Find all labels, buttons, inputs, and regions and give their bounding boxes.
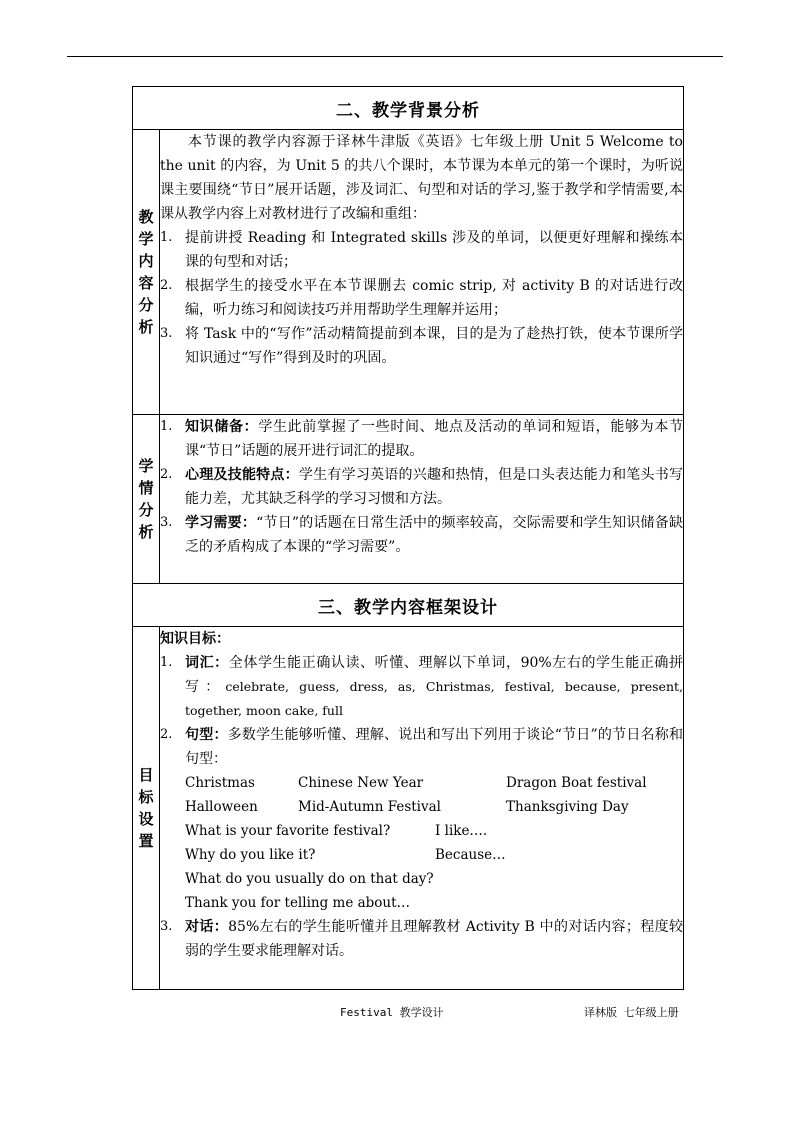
objectives-row bbox=[133, 627, 684, 990]
festival-row: Halloween Mid-Autumn Festival Thanksgiving Day bbox=[185, 799, 629, 815]
objectives-body bbox=[160, 627, 684, 990]
section-header-background: 二、教学背景分析 bbox=[133, 87, 684, 130]
lesson-plan-table bbox=[132, 86, 684, 990]
pattern-row: What do you usually do on that day? bbox=[185, 871, 434, 887]
vocab-words: celebrate, guess, dress, as, Christmas, festival, because, present, together, moon cake, full bbox=[185, 679, 684, 718]
festival-row: Christmas Chinese New Year Dragon Boat festival bbox=[185, 775, 647, 791]
section-header-framework: 三、教学内容框架设计 bbox=[133, 584, 684, 627]
background-header-row bbox=[133, 87, 684, 130]
content-intro: 本节课的教学内容源于译林牛津版《英语》七年级上册 Unit 5 Welcome to the unit 的内容，为 Unit 5 的共八个课时，本节课为本单元的第一个课时，为听说课主要围绕“节日”展开话题，涉及词汇、句型和对话的学习,鉴于教学和学情需要,本课从教学内容上对教材进行了改编和重组： bbox=[160, 134, 683, 222]
content-analysis-body bbox=[160, 130, 684, 415]
sentence-patterns bbox=[185, 819, 683, 915]
knowledge-title: 知识目标： bbox=[160, 631, 230, 647]
list-item: 2. 句型：多数学生能够听懂、理解、说出和写出下列用于谈论“节日”的节日名称和句型： Christmas Chinese New Year Dragon Boat festival Halloween Mid-Autumn Festival Thanksgiving Day What is your favorite festival? I like…. Why do you like it? Because… What do you usually do on that day? Thank you for telling me about… bbox=[160, 723, 683, 915]
list-item: 1. 提前讲授 Reading 和 Integrated skills 涉及的单词，以便更好理解和操练本课的句型和对话； bbox=[160, 230, 683, 270]
header-rule bbox=[67, 56, 723, 57]
list-item: 2. 心理及技能特点：学生有学习英语的兴趣和热情，但是口头表达能力和笔头书写能力差，尤其缺乏科学的学习习惯和方法。 bbox=[160, 467, 684, 507]
learner-analysis-label: 学 情 分 析 bbox=[133, 415, 160, 584]
pattern-row: Thank you for telling me about… bbox=[185, 895, 411, 911]
framework-header-row bbox=[133, 584, 684, 627]
content-analysis-label: 教 学 内 容 分 析 bbox=[133, 130, 160, 415]
list-item: 2. 根据学生的接受水平在本节课删去 comic strip, 对 activity B 的对话进行改编，听力练习和阅读技巧并用帮助学生理解并运用； bbox=[160, 278, 683, 318]
list-item: 1. 知识储备：学生此前掌握了一些时间、地点及活动的单词和短语，能够为本节课“节日”话题的展开进行词汇的提取。 bbox=[160, 419, 684, 459]
festival-names bbox=[185, 771, 683, 819]
learner-analysis-row bbox=[133, 415, 684, 584]
learner-analysis-body bbox=[160, 415, 684, 584]
pattern-row: What is your favorite festival? I like…. bbox=[185, 823, 488, 839]
footer-left: Festival 教学设计 bbox=[340, 1006, 444, 1019]
pattern-row: Why do you like it? Because… bbox=[185, 847, 506, 863]
list-item: 1. 词汇：全体学生能正确认读、听懂、理解以下单词，90%左右的学生能正确拼写：celebrate, guess, dress, as, Christmas, festival, because, present, together, moon cake, full bbox=[160, 655, 684, 718]
list-item: 3. 将 Task 中的“写作”活动精简提前到本课，目的是为了趁热打铁，使本节课所学知识通过“写作”得到及时的巩固。 bbox=[160, 326, 683, 366]
footer-right: 译林版 七年级上册 bbox=[584, 1006, 679, 1019]
content-analysis-row bbox=[133, 130, 684, 415]
list-item: 3. 学习需要：“节日”的话题在日常生活中的频率较高，交际需要和学生知识储备缺乏的矛盾构成了本课的“学习需要”。 bbox=[160, 515, 683, 555]
list-item: 3. 对话：85%左右的学生能听懂并且理解教材 Activity B 中的对话内容；程度较弱的学生要求能理解对话。 bbox=[160, 919, 684, 959]
objectives-label: 目 标 设 置 bbox=[133, 627, 160, 990]
